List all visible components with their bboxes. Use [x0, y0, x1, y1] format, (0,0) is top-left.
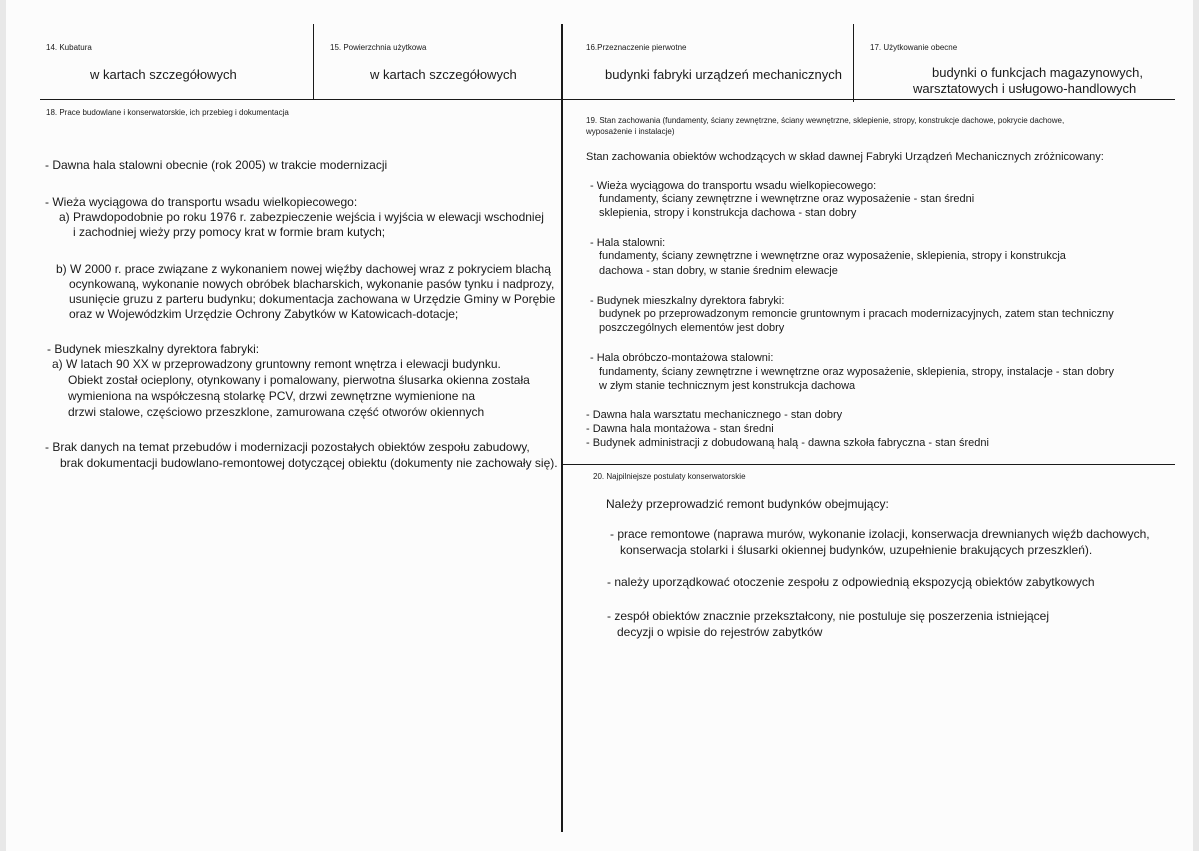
s18-line: b) W 2000 r. prace związane z wykonaniem nowej więźby dachowej wraz z pokryciem blachą [56, 262, 551, 276]
s19-line: fundamenty, ściany zewnętrzne i wewnętrzne oraz wyposażenie - stan średni [599, 193, 975, 205]
s18-line: brak dokumentacji budowlano-remontowej dotyczącej obiektu (dokumenty nie zachowały się). [60, 456, 558, 470]
s19-line: - Wieża wyciągowa do transportu wsadu wielkopiecowego: [590, 180, 877, 192]
section-18-label: 18. Prace budowlane i konserwatorskie, ich przebieg i dokumentacja [46, 108, 289, 117]
divider-14-15 [313, 24, 314, 100]
scan-edge-left [0, 0, 6, 851]
s18-line: usunięcie gruzu z parteru budynku; dokumentacja zachowana w Urzędzie Gminy w Porębie [69, 292, 556, 306]
s19-line: poszczególnych elementów jest dobry [599, 322, 785, 334]
s19-line: sklepienia, stropy i konstrukcja dachowa - stan dobry [599, 207, 857, 219]
s18-line: - Wieża wyciągowa do transportu wsadu wielkopiecowego: [45, 195, 358, 209]
field-14-value: w kartach szczegółowych [90, 67, 237, 82]
divider-center [561, 24, 563, 832]
s18-line: oraz w Wojewódzkim Urzędzie Ochrony Zabytków w Katowicach-dotacje; [69, 307, 459, 321]
section-19-label-line-1: 19. Stan zachowania (fundamenty, ściany zewnętrzne, ściany wewnętrzne, sklepienie, stropy, konstrukcje dachowe, pokrycie dachowe, [586, 116, 1065, 125]
s18-line: a) Prawdopodobnie po roku 1976 r. zabezpieczenie wejścia i wyjścia w elewacji wschodniej [59, 210, 544, 224]
s20-line: decyzji o wpisie do rejestrów zabytków [617, 625, 823, 639]
field-15-label: 15. Powierzchnia użytkowa [330, 43, 427, 52]
s19-intro: Stan zachowania obiektów wchodzących w skład dawnej Fabryki Urządzeń Mechanicznych zróżnicowany: [586, 151, 1104, 163]
s20-line: konserwacja stolarki i ślusarki okiennej budynków, uzupełnienie brakujących przeszkleń). [620, 543, 1093, 557]
field-16-value: budynki fabryki urządzeń mechanicznych [605, 67, 843, 82]
s19-line: dachowa - stan dobry, w stanie średnim elewacje [599, 265, 838, 277]
s19-line: - Budynek mieszkalny dyrektora fabryki: [590, 295, 785, 307]
s19-line: - Hala obróbczo-montażowa stalowni: [590, 352, 774, 364]
s19-line: fundamenty, ściany zewnętrzne i wewnętrzne oraz wyposażenie, sklepienia, stropy i konstrukcja [599, 250, 1066, 262]
field-17-label: 17. Użytkowanie obecne [870, 43, 958, 52]
s18-line: wymieniona na współczesną stolarkę PCV, drzwi zewnętrzne wymienione na [68, 389, 476, 403]
s18-line: - Brak danych na temat przebudów i modernizacji pozostałych obiektów zespołu zabudowy, [45, 440, 530, 454]
header-bottom-rule [40, 99, 1175, 100]
s19-line: budynek po przeprowadzonym remoncie gruntownym i pracach modernizacyjnych, zatem stan techniczny [599, 308, 1114, 320]
section-20-label: 20. Najpilniejsze postulaty konserwatorskie [593, 472, 746, 481]
s18-line: i zachodniej wieży przy pomocy krat w formie bram kutych; [73, 225, 386, 239]
field-17-value-line-2: warsztatowych i usługowo-handlowych [913, 81, 1137, 96]
s19-line: - Budynek administracji z dobudowaną halą - dawna szkoła fabryczna - stan średni [586, 437, 989, 449]
section-19-label-line-2: wyposażenie i instalacje) [586, 127, 675, 136]
s20-line: Należy przeprowadzić remont budynków obejmujący: [606, 497, 889, 511]
s18-line: - Dawna hala stalowni obecnie (rok 2005) w trakcie modernizacji [45, 158, 388, 172]
s19-line: - Hala stalowni: [590, 237, 666, 249]
s19-line: fundamenty, ściany zewnętrzne i wewnętrzne oraz wyposażenie, sklepienia, stropy, instalacje - stan dobry [599, 366, 1115, 378]
s20-line: - należy uporządkować otoczenie zespołu z odpowiednią ekspozycją obiektów zabytkowych [607, 575, 1095, 589]
s19-line: w złym stanie technicznym jest konstrukcja dachowa [599, 380, 856, 392]
field-17-value-line-1: budynki o funkcjach magazynowych, [932, 65, 1144, 80]
s18-line: drzwi stalowe, częściowo przeszklone, zamurowana część otworów okiennych [68, 405, 485, 419]
s20-line: - prace remontowe (naprawa murów, wykonanie izolacji, konserwacja drewnianych więźb dachowych, [610, 527, 1150, 541]
s19-line: - Dawna hala montażowa - stan średni [586, 423, 774, 435]
scan-edge-right [1193, 0, 1199, 851]
field-15-value: w kartach szczegółowych [370, 67, 517, 82]
divider-16-17 [853, 24, 854, 102]
s18-line: a) W latach 90 XX w przeprowadzony gruntowny remont wnętrza i elewacji budynku. [52, 357, 501, 371]
s18-line: Obiekt został ocieplony, otynkowany i pomalowany, pierwotna ślusarka okienna została [68, 373, 530, 387]
section19-bottom-rule [563, 464, 1175, 465]
s18-line: - Budynek mieszkalny dyrektora fabryki: [47, 342, 260, 356]
s19-line: - Dawna hala warsztatu mechanicznego - stan dobry [586, 409, 843, 421]
field-14-label: 14. Kubatura [46, 43, 92, 52]
field-16-label: 16.Przeznaczenie pierwotne [586, 43, 687, 52]
s20-line: - zespół obiektów znacznie przekształcony, nie postuluje się poszerzenia istniejącej [607, 609, 1050, 623]
s18-line: ocynkowaną, wykonanie nowych obróbek blacharskich, wykonanie pasów tynku i nadprozy, [69, 277, 555, 291]
